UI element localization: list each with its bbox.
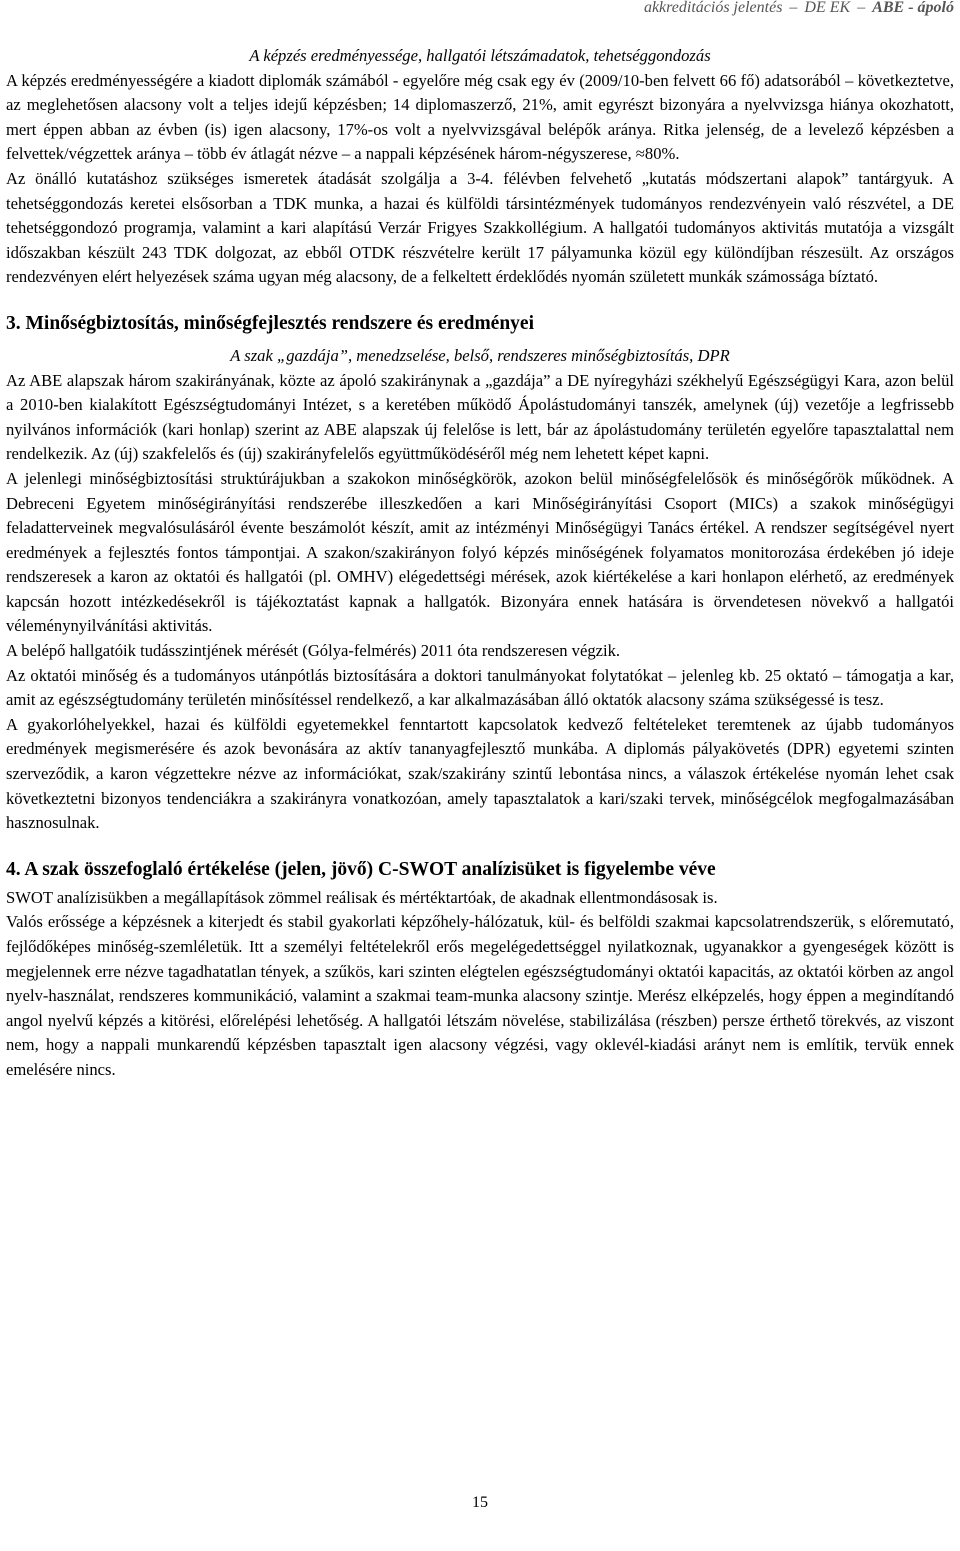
header-report-type: akkreditációs jelentés: [643, 0, 783, 16]
section-3-paragraph-3: A belépő hallgatóik tudásszintjének mérését (Gólya-felmérés) 2011 óta rendszeresen végzik.: [6, 641, 621, 661]
section-a-paragraph-2: Az önálló kutatáshoz szükséges ismeretek átadását szolgálja a 3-4. félévben felvehető „kutatás módszertani alapok” tantárgyuk. A tehetséggondozás keretei elsősorban a TDK munka, a hazai és külföldi társintézmények tudományos rendezvényein való részvétel, a DE tehetséggondozó programja, valamint a kari alapítású Verzár Frigyes Szakkollégium. A hallgatói tudományos aktivitás mutatója a vizsgált időszakban készült 243 TDK dolgozat, az ebből OTDK részvételre került 17 pályamunka közül egy különdíjban részesült. Az országos rendezvényen elért helyezések száma ugyan még alacsony, de a felkeltett érdeklődés nyomán született munkák számossága bíztató.: [6, 168, 954, 287]
page-number: 15: [472, 1494, 488, 1511]
section-4-paragraph-1: SWOT analízisükben a megállapítások zömmel reálisak és mértéktartóak, de akadnak ellentmondásosak is.: [6, 887, 718, 907]
section-a-paragraph-1: A képzés eredményességére a kiadott diplomák számából - egyelőre még csak egy év (2009/10-ben felvett 66 fő) adatsorából – következtetve, az meglehetősen alacsony volt a teljes idejű képzésben; 14 diplomaszerző, 21%, amit egyrészt bizonyára a nyelvvizsga hiánya okozhatott, mert éppen abban az évben (is) igen alacsony, 17%-os volt a nyelvvizsgával belépők aránya. Ritka jelenség, de a levelező képzésben a felvettek/végzettek aránya – több év átlagát nézve – a nappali képzésének három-négyszerese, ≈80%.: [6, 70, 954, 164]
header-program: ABE - ápoló: [872, 0, 954, 16]
section-3-paragraph-4: Az oktatói minőség és a tudományos utánpótlás biztosítására a doktori tanulmányokat folytatókat – jelenleg kb. 25 oktató – támogatja a kar, amit az egészségtudomány területén minősítéssel rendelkező, a kar alkalmazásában álló oktatók alacsony száma szükségessé is tesz.: [6, 665, 954, 710]
section-3-paragraph-2: A jelenlegi minőségbiztosítási struktúrájukban a szakokon minőségkörök, azokon belül minőségfelelősök és minőségőrök működnek. A Debreceni Egyetem minőségirányítási rendszerébe illeszkedően a kari Minőségirányítási Csoport (MICs) a szakok minőségügyi feladatterveinek megvalósulásáról évente beszámolót készít, amit az intézményi Minőségügyi Tanács értékel. A rendszer segítségével nyert eredmények a fejlesztés fontos támpontjai. A szakon/szakirányon folyó képzés minőségének folyamatos monitorozása érdekében jó ideje rendszeresek a karon az oktatói és hallgatói (pl. OMHV) elégedettségi mérések, azok kiértékelése a kari honlapon elérhető, az eredmények kapcsán hozott intézkedésekről is tájékoztatást kapnak a hallgatók. Bizonyára ennek hatására is örvendetesen növekvő a hallgatói véleménynyilvánítási aktivitás.: [6, 468, 954, 636]
section-3-subtitle: A szak „gazdája”, menedzselése, belső, rendszeres minőségbiztosítás, DPR: [230, 345, 730, 365]
section-3-heading: 3. Minőségbiztosítás, minőségfejlesztés rendszere és eredményei: [6, 312, 535, 334]
section-4-heading: 4. A szak összefoglaló értékelése (jelen, jövő) C-SWOT analízisüket is figyelembe véve: [6, 858, 716, 880]
document-body: [6, 44, 954, 1083]
running-header: akkreditációs jelentés – DE EK – ABE - ápoló: [643, 0, 954, 16]
header-institution: DE EK: [804, 0, 851, 16]
section-a-subtitle: A képzés eredményessége, hallgatói létszámadatok, tehetséggondozás: [249, 46, 711, 65]
section-3-paragraph-1: Az ABE alapszak három szakirányának, közte az ápoló szakiránynak a „gazdája” a DE nyíregyházi székhelyű Egészségügyi Kara, azon belül a 2010-ben kialakított Egészségtudományi Intézet, s a keretében működő Ápolástudományi tanszék, amelynek (új) vezetője a legfrissebb nyilvános információk (kari honlap) szerint az ABE alapszak új felelőse is lett, bár az ápolástudomány területén egyelőre tapasztalattal nem rendelkezik. Az (új) szakfelelős és (új) szakirányfelelős együttműködéséről még nem lehetett képet kapni.: [6, 370, 954, 464]
section-4-paragraph-2: Valós erőssége a képzésnek a kiterjedt és stabil gyakorlati képzőhely-hálózatuk, kül- és belföldi szakmai kapcsolatrendszerük, s előremutató, fejlődőképes minőség-szemléletük. Itt a személyi feltételekről erős megelégedettséggel nyilatkoznak, ugyanakkor a gyengeségek között is megjelennek erre nézve tagadhatatlan tények, a szűkös, kari szinten elégtelen egészségtudományi oktatói kapacitás, az oktatói körben az angol nyelv-használat, rendszeres kommunikáció, valamint a szakmai team-munka alacsony szintje. Merész elképzelés, hogy éppen a megindítandó angol nyelvű képzés a kitörési, előrelépési lehetőség. A hallgatói létszám növelése, stabilizálása (részben) persze érthető törekvés, az viszont nem, hogy a nappali munkarendű képzésben tapasztalt igen alacsony végzési, vagy oklevél-kiadási arányt nem is említik, tervük ennek emelésére nincs.: [6, 912, 954, 1079]
section-3-paragraph-5: A gyakorlóhelyekkel, hazai és külföldi egyetemekkel fenntartott kapcsolatok kedvező feltételeket teremtenek az újabb tudományos eredmények megismerésére és azok bevonására az aktív tananyagfejlesztő munkába. A diplomás pályakövetés (DPR) egyetemi szinten szerveződik, a karon végzettekre nézve az információkat, szak/szakirány szintű lebontása nincs, a válaszok értékelése nyomán lehet csak következtetni bizonyos tendenciákra a szakirányra vonatkozóan, amely tapasztalatok a kari/szaki tervek, minőségcélok megfogalmazásában hasznosulnak.: [6, 714, 954, 833]
